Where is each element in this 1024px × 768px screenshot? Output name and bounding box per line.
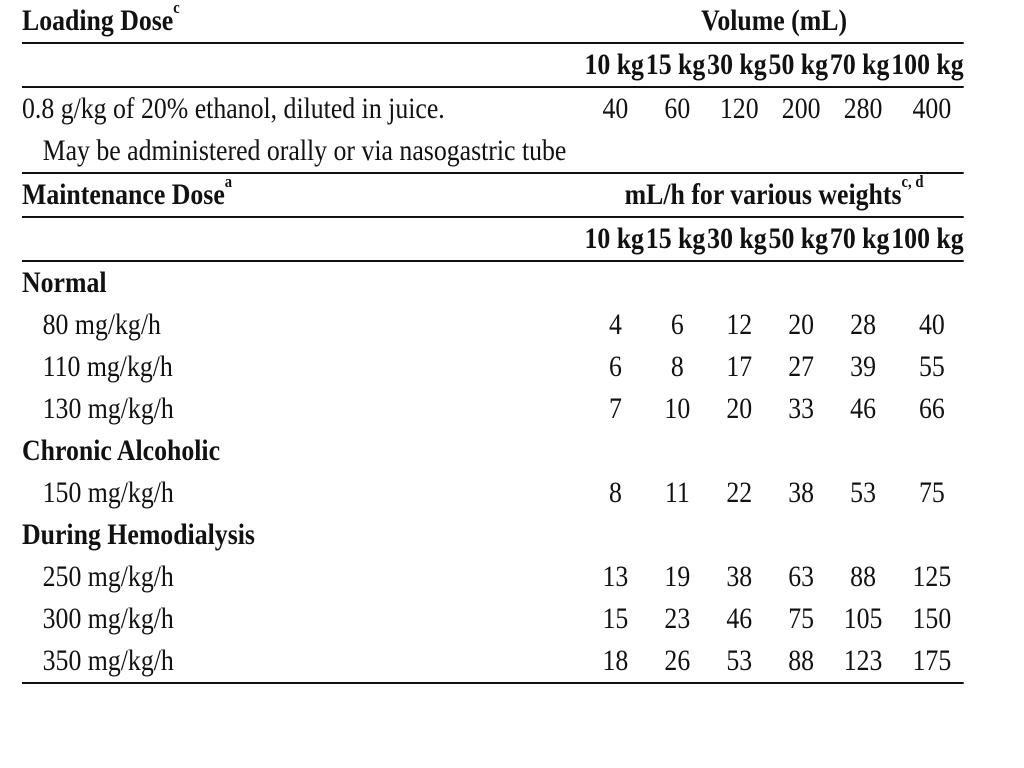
weight-header: 70 kg [829,48,890,81]
value-cell: 6 [670,308,684,341]
dose-values [584,556,963,598]
weight-header: 15 kg [645,222,706,255]
value-cell: 33 [788,392,815,425]
value-cell: 17 [726,350,753,383]
loading-dose-title: Loading Dose$^c$ [22,0,180,37]
dose-values [584,472,963,514]
value-cell: 46 [850,392,876,425]
maintenance-weights-row [22,218,964,262]
value-cell: 75 [788,602,815,635]
value-cell: 105 [843,602,883,635]
weight-headers [584,218,963,260]
value-cell: 280 [843,92,883,125]
dose-row [22,304,964,346]
section-title: Chronic Alcoholic [22,434,221,467]
weight-header: 100 kg [891,48,964,81]
loading-header-row [22,0,964,44]
value-cell: 75 [918,476,945,509]
value-cell: 88 [850,560,876,593]
section-header-row [22,514,964,556]
value-cell: 26 [664,644,691,677]
loading-row [22,88,964,130]
dose-row [22,346,964,388]
maintenance-dose-title: Maintenance Dose$^a$ [22,172,233,211]
weight-header: 10 kg [584,222,644,255]
weight-header: 10 kg [584,48,644,81]
value-cell: 53 [726,644,753,677]
value-cell: 10 [664,392,691,425]
value-cell: 20 [726,392,753,425]
value-cell: 66 [918,392,945,425]
value-cell: 13 [602,560,629,593]
dose-row [22,640,964,684]
value-cell: 40 [602,92,629,125]
maintenance-body [22,262,964,684]
value-cell: 18 [602,644,629,677]
rate-header: mL/h for various weights$^{c, d}$ [624,172,924,211]
dose-label: 300 mg/kg/h [42,602,174,635]
value-cell: 125 [912,560,952,593]
value-cell: 63 [788,560,815,593]
value-cell: 8 [608,476,622,509]
loading-weights-row [22,44,964,88]
dose-row [22,472,964,514]
value-cell: 88 [788,644,815,677]
value-cell: 12 [726,308,753,341]
weight-header: 50 kg [768,48,829,81]
value-cell: 123 [843,644,883,677]
value-cell: 175 [912,644,952,677]
value-cell: 15 [602,602,629,635]
value-cell: 4 [608,308,622,341]
weight-headers [584,44,963,86]
dose-label: 150 mg/kg/h [42,476,174,509]
dose-row [22,598,964,640]
weight-header: 50 kg [768,222,829,255]
value-cell: 55 [918,350,945,383]
dose-values [584,388,963,430]
loading-values [584,88,963,130]
value-cell: 120 [719,92,759,125]
dose-label: 110 mg/kg/h [42,350,173,383]
value-cell: 150 [912,602,952,635]
value-cell: 39 [850,350,876,383]
weight-header: 15 kg [645,48,706,81]
value-cell: 20 [788,308,815,341]
section-header-row [22,430,964,472]
maintenance-header-row [22,174,964,218]
dose-values [584,598,963,640]
dose-values [584,640,963,682]
dosing-table [22,0,964,684]
value-cell: 38 [788,476,815,509]
loading-note-row [22,130,964,174]
loading-row-label: 0.8 g/kg of 20% ethanol, diluted in juice. [22,92,445,125]
value-cell: 8 [670,350,684,383]
value-cell: 200 [781,92,821,125]
dose-label: 250 mg/kg/h [42,560,174,593]
section-title: During Hemodialysis [22,518,255,551]
value-cell: 60 [664,92,691,125]
dose-label: 80 mg/kg/h [42,308,161,341]
volume-header: Volume (mL) [701,4,848,37]
weight-header: 30 kg [707,222,767,255]
value-cell: 6 [608,350,622,383]
value-cell: 38 [726,560,753,593]
dose-row [22,556,964,598]
value-cell: 46 [726,602,753,635]
dose-label: 130 mg/kg/h [42,392,174,425]
weight-header: 100 kg [891,222,964,255]
value-cell: 23 [664,602,691,635]
section-header-row [22,262,964,304]
value-cell: 22 [726,476,753,509]
weight-header: 70 kg [829,222,890,255]
dose-label: 350 mg/kg/h [42,644,174,677]
value-cell: 11 [664,476,690,509]
value-cell: 400 [912,92,952,125]
value-cell: 7 [608,392,622,425]
weight-header: 30 kg [707,48,767,81]
value-cell: 28 [850,308,876,341]
value-cell: 27 [788,350,815,383]
dose-values [584,346,963,388]
value-cell: 53 [850,476,876,509]
value-cell: 40 [918,308,945,341]
section-title: Normal [22,266,107,299]
dose-values [584,304,963,346]
value-cell: 19 [664,560,691,593]
dose-row [22,388,964,430]
loading-row-note: May be administered orally or via nasogastric tube [42,134,567,167]
